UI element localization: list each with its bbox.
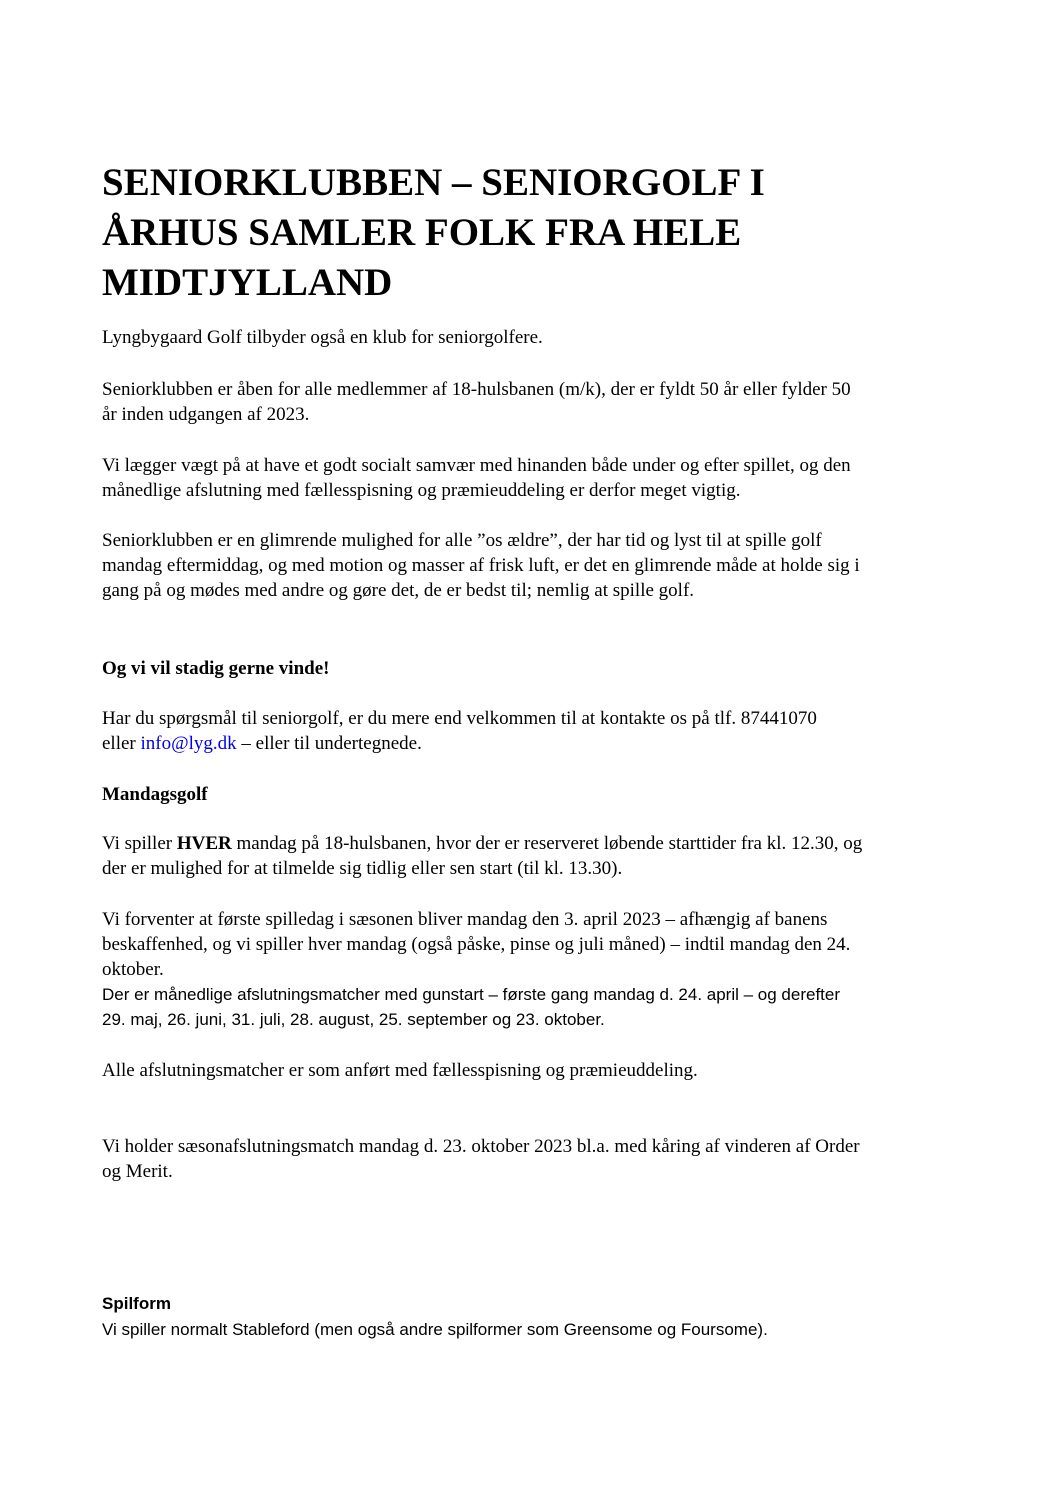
title-line: MIDTJYLLAND	[102, 261, 393, 304]
paragraph-line: Seniorklubben er en glimrende mulighed for alle ”os ældre”, der har tid og lyst til at spille golf	[102, 530, 822, 551]
paragraph-line: og Merit.	[102, 1161, 173, 1182]
paragraph-line: månedlige afslutning med fællesspisning og præmieuddeling er derfor meget vigtig.	[102, 480, 741, 501]
contact-prefix: eller	[102, 733, 141, 754]
matches-dinner-paragraph	[102, 1058, 972, 1083]
schedule-suffix: mandag på 18-hulsbanen, hvor der er reserveret løbende starttider fra kl. 12.30, og	[231, 833, 863, 854]
paragraph-line: 29. maj, 26. juni, 31. juli, 28. august, 25. september og 23. oktober.	[102, 1010, 605, 1029]
social-paragraph	[102, 453, 972, 503]
heading-text: Og vi vil stadig gerne vinde!	[102, 658, 330, 679]
paragraph-line: mandag eftermiddag, og med motion og masser af frisk luft, er det en glimrende måde at holde sig i	[102, 555, 860, 576]
intro-paragraph	[102, 325, 972, 350]
paragraph-line	[102, 731, 972, 756]
opportunity-paragraph	[102, 528, 972, 603]
paragraph-line: Alle afslutningsmatcher er som anført med fællesspisning og præmieuddeling.	[102, 1060, 698, 1081]
win-heading	[102, 656, 972, 681]
season-paragraph	[102, 907, 972, 982]
contact-paragraph	[102, 706, 972, 756]
schedule-prefix: Vi spiller	[102, 833, 177, 854]
paragraph-line: gang på og mødes med andre og gøre det, de er bedst til; nemlig at spille golf.	[102, 580, 695, 601]
paragraph-line: Seniorklubben er åben for alle medlemmer af 18-hulsbanen (m/k), der er fyldt 50 år eller fylder 50	[102, 379, 851, 400]
paragraph-line: Har du spørgsmål til seniorgolf, er du mere end velkommen til at kontakte os på tlf. 87441070	[102, 708, 817, 729]
title-line: ÅRHUS SAMLER FOLK FRA HELE	[102, 211, 742, 254]
paragraph-line: Vi forventer at første spilledag i sæsonen bliver mandag den 3. april 2023 – afhængig af banens	[102, 909, 828, 930]
heading-text: Spilform	[102, 1294, 171, 1313]
spilform-paragraph	[102, 1317, 972, 1342]
schedule-paragraph	[102, 831, 972, 881]
paragraph-line: Vi spiller normalt Stableford (men også andre spilformer som Greensome og Foursome).	[102, 1320, 768, 1339]
heading-text: Mandagsgolf	[102, 784, 208, 805]
paragraph-line: år inden udgangen af 2023.	[102, 404, 310, 425]
paragraph-line: Vi lægger vægt på at have et godt socialt samvær med hinanden både under og efter spillet, og den	[102, 455, 851, 476]
contact-suffix: – eller til undertegnede.	[236, 733, 422, 754]
spilform-heading	[102, 1291, 972, 1316]
monthly-matches-paragraph	[102, 982, 972, 1032]
paragraph-line: Vi holder sæsonafslutningsmatch mandag d. 23. oktober 2023 bl.a. med kåring af vinderen af Order	[102, 1136, 860, 1157]
season-end-paragraph	[102, 1134, 972, 1184]
membership-paragraph	[102, 377, 972, 427]
paragraph-line: Lyngbygaard Golf tilbyder også en klub for seniorgolfere.	[102, 327, 543, 348]
mandagsgolf-heading	[102, 782, 972, 807]
emphasis-hver: HVER	[176, 833, 232, 854]
paragraph-line: beskaffenhed, og vi spiller hver mandag (også påske, pinse og juli måned) – indtil mandag den 24.	[102, 934, 851, 955]
paragraph-line: oktober.	[102, 959, 164, 980]
page-title	[102, 158, 962, 308]
paragraph-line: Der er månedlige afslutningsmatcher med gunstart – første gang mandag d. 24. april – og derefter	[102, 985, 841, 1004]
email-link[interactable]: info@lyg.dk	[140, 733, 237, 754]
paragraph-line	[102, 831, 972, 856]
title-line: SENIORKLUBBEN – SENIORGOLF I	[102, 161, 765, 204]
paragraph-line: der er mulighed for at tilmelde sig tidlig eller sen start (til kl. 13.30).	[102, 858, 623, 879]
